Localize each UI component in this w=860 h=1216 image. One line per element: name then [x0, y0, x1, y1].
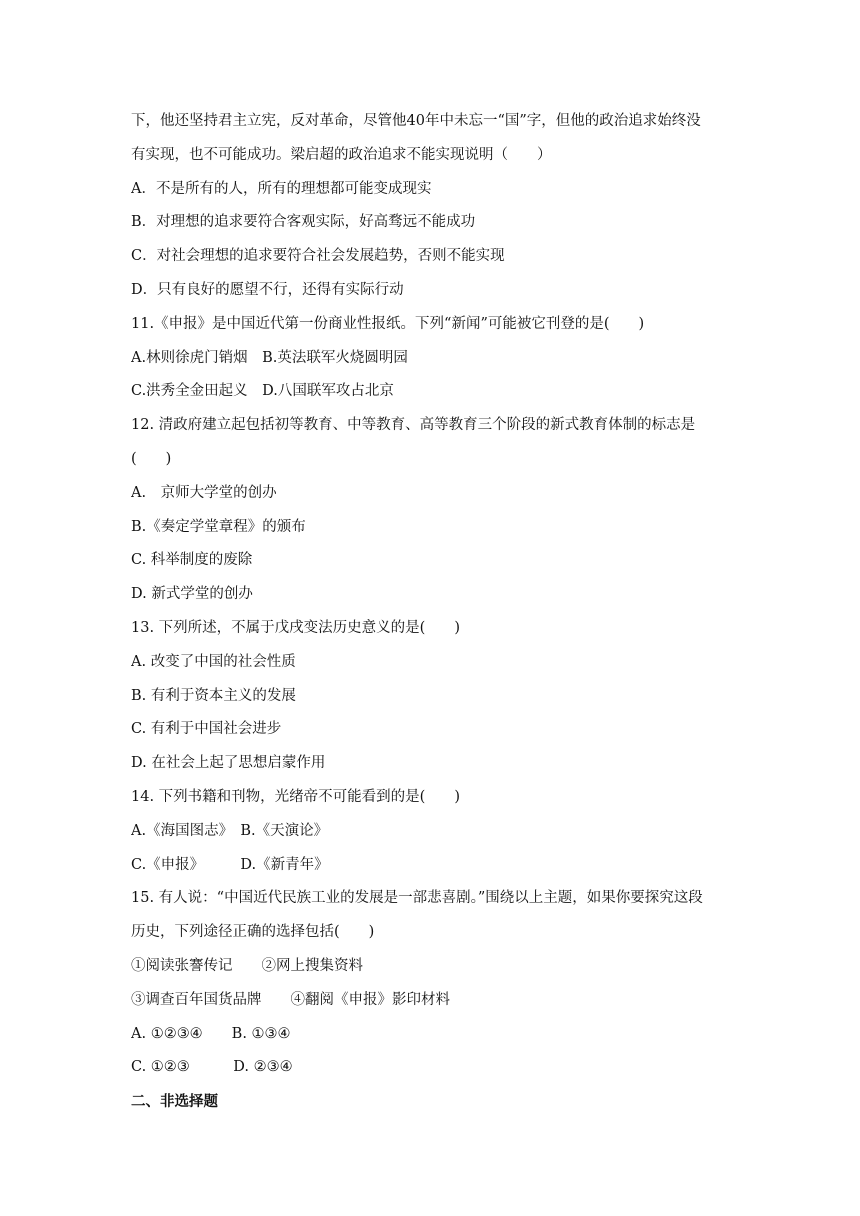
option-line: A. 改变了中国的社会性质 — [131, 653, 296, 670]
question-13: 13. 下列所述，不属于戊戌变法历史意义的是( ) — [131, 619, 460, 636]
question-11: 11.《申报》是中国近代第一份商业性报纸。下列“新闻”可能被它刊登的是( ) — [131, 315, 645, 332]
option-line: C. ①②③ D. ②③④ — [131, 1059, 293, 1076]
option-line: C．对社会理想的追求要符合社会发展趋势，否则不能实现 — [131, 248, 505, 265]
option-line: A．不是所有的人，所有的理想都可能变成现实 — [131, 180, 432, 197]
option-line: D. 在社会上起了思想启蒙作用 — [131, 755, 326, 772]
text-line: ①阅读张謇传记 ②网上搜集资料 — [131, 957, 363, 974]
document-body — [131, 105, 731, 1119]
section-heading: 二、非选择题 — [131, 1093, 218, 1111]
text-line: 历史，下列途径正确的选择包括( ) — [131, 924, 375, 941]
option-line: B.《奏定学堂章程》的颁布 — [131, 518, 306, 535]
option-line: B．对理想的追求要符合客观实际，好高骛远不能成功 — [131, 214, 476, 231]
text-line: ( ) — [131, 450, 172, 467]
option-line: D. 新式学堂的创办 — [131, 586, 253, 603]
option-line: C. 科举制度的废除 — [131, 552, 253, 569]
question-14: 14. 下列书籍和刊物，光绪帝不可能看到的是( ) — [131, 788, 460, 805]
option-line: B. 有利于资本主义的发展 — [131, 687, 296, 704]
question-12: 12. 清政府建立起包括初等教育、中等教育、高等教育三个阶段的新式教育体制的标志是 — [131, 417, 696, 434]
option-line: A.林则徐虎门销烟 B.英法联军火烧圆明园 — [131, 349, 408, 366]
option-line: D．只有良好的愿望不行，还得有实际行动 — [131, 281, 404, 298]
option-line: C.《申报》 D.《新青年》 — [131, 856, 329, 873]
text-line: 有实现，也不可能成功。梁启超的政治追求不能实现说明（ ） — [131, 146, 552, 163]
question-15: 15. 有人说：“中国近代民族工业的发展是一部悲喜剧。”围绕以上主题，如果你要探究这段 — [131, 890, 703, 907]
text-line: ③调查百年国货品牌 ④翻阅《申报》影印材料 — [131, 991, 450, 1008]
option-line: A.《海国图志》 B.《天演论》 — [131, 822, 329, 839]
option-line: A. ①②③④ B. ①③④ — [131, 1025, 291, 1042]
option-line: C. 有利于中国社会进步 — [131, 721, 282, 738]
text-line: 下，他还坚持君主立宪，反对革命，尽管他40年中未忘一“国”字，但他的政治追求始终没 — [131, 113, 701, 129]
option-line: C.洪秀全金田起义 D.八国联军攻占北京 — [131, 383, 394, 400]
option-line: A. 京师大学堂的创办 — [131, 484, 277, 501]
